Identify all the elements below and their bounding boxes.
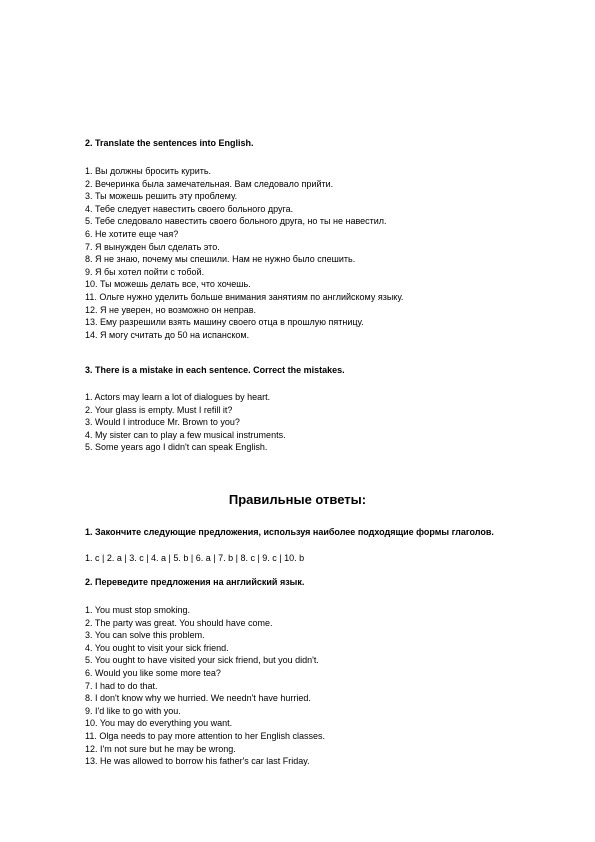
section2-list xyxy=(85,165,565,341)
list-item: 5. You ought to have visited your sick friend, but you didn't. xyxy=(85,655,319,666)
list-item: 2. Your glass is empty. Must I refill it? xyxy=(85,404,233,415)
list-item: 2. The party was great. You should have come. xyxy=(85,617,273,628)
section3-list xyxy=(85,391,565,454)
list-item: 4. You ought to visit your sick friend. xyxy=(85,642,229,653)
answers-part2-list xyxy=(85,604,565,768)
list-item: 5. Some years ago I didn't can speak English. xyxy=(85,442,268,453)
list-item: 8. Я не знаю, почему мы спешили. Нам не нужно было спешить. xyxy=(85,254,356,265)
list-item: 1. Вы должны бросить курить. xyxy=(85,166,212,176)
list-item: 7. I had to do that. xyxy=(85,680,158,691)
list-item: 13. He was allowed to borrow his father's car last Friday. xyxy=(85,756,310,767)
list-item: 2. Вечеринка была замечательная. Вам следовало прийти. xyxy=(85,178,334,189)
list-item: 10. You may do everything you want. xyxy=(85,718,233,729)
list-item: 4. My sister can to play a few musical instruments. xyxy=(85,429,286,440)
list-item: 9. Я бы хотел пойти с тобой. xyxy=(85,266,205,277)
list-item: 1. You must stop smoking. xyxy=(85,605,191,615)
list-item: 12. Я не уверен, но возможно он неправ. xyxy=(85,304,257,315)
list-item: 6. Would you like some more tea? xyxy=(85,667,221,678)
list-item: 4. Тебе следует навестить своего больного друга. xyxy=(85,203,294,214)
list-item: 3. You can solve this problem. xyxy=(85,630,205,641)
list-item: 12. I'm not sure but he may be wrong. xyxy=(85,743,236,754)
list-item: 3. Ты можешь решить эту проблему. xyxy=(85,191,238,202)
list-item: 1. Actors may learn a lot of dialogues by heart. xyxy=(85,392,271,402)
list-item: 5. Тебе следовало навестить своего больного друга, но ты не навестил. xyxy=(85,216,387,227)
section2-heading: 2. Translate the sentences into English. xyxy=(85,138,254,148)
list-item: 11. Olga needs to pay more attention to her English classes. xyxy=(85,730,325,741)
list-item: 11. Ольге нужно уделить больше внимания занятиям по английскому языку. xyxy=(85,291,404,302)
answers-part2-heading: 2. Переведите предложения на английский язык. xyxy=(85,577,305,587)
answers-title: Правильные ответы: xyxy=(228,492,367,507)
answers-part1-line: 1. c | 2. a | 3. c | 4. a | 5. b | 6. a | 7. b | 8. c | 9. c | 10. b xyxy=(85,553,305,563)
section3-heading: 3. There is a mistake in each sentence. Correct the mistakes. xyxy=(85,365,345,375)
list-item: 6. Не хотите еще чая? xyxy=(85,228,179,239)
list-item: 9. I'd like to go with you. xyxy=(85,705,181,716)
list-item: 13. Ему разрешили взять машину своего отца в прошлую пятницу. xyxy=(85,317,364,328)
list-item: 14. Я могу считать до 50 на испанском. xyxy=(85,329,250,340)
list-item: 7. Я вынужден был сделать это. xyxy=(85,241,220,252)
list-item: 3. Would I introduce Mr. Brown to you? xyxy=(85,417,240,428)
answers-part1-heading: 1. Закончите следующие предложения, используя наиболее подходящие формы глаголов. xyxy=(85,527,494,537)
list-item: 8. I don't know why we hurried. We needn't have hurried. xyxy=(85,693,311,704)
list-item: 10. Ты можешь делать все, что хочешь. xyxy=(85,279,251,290)
